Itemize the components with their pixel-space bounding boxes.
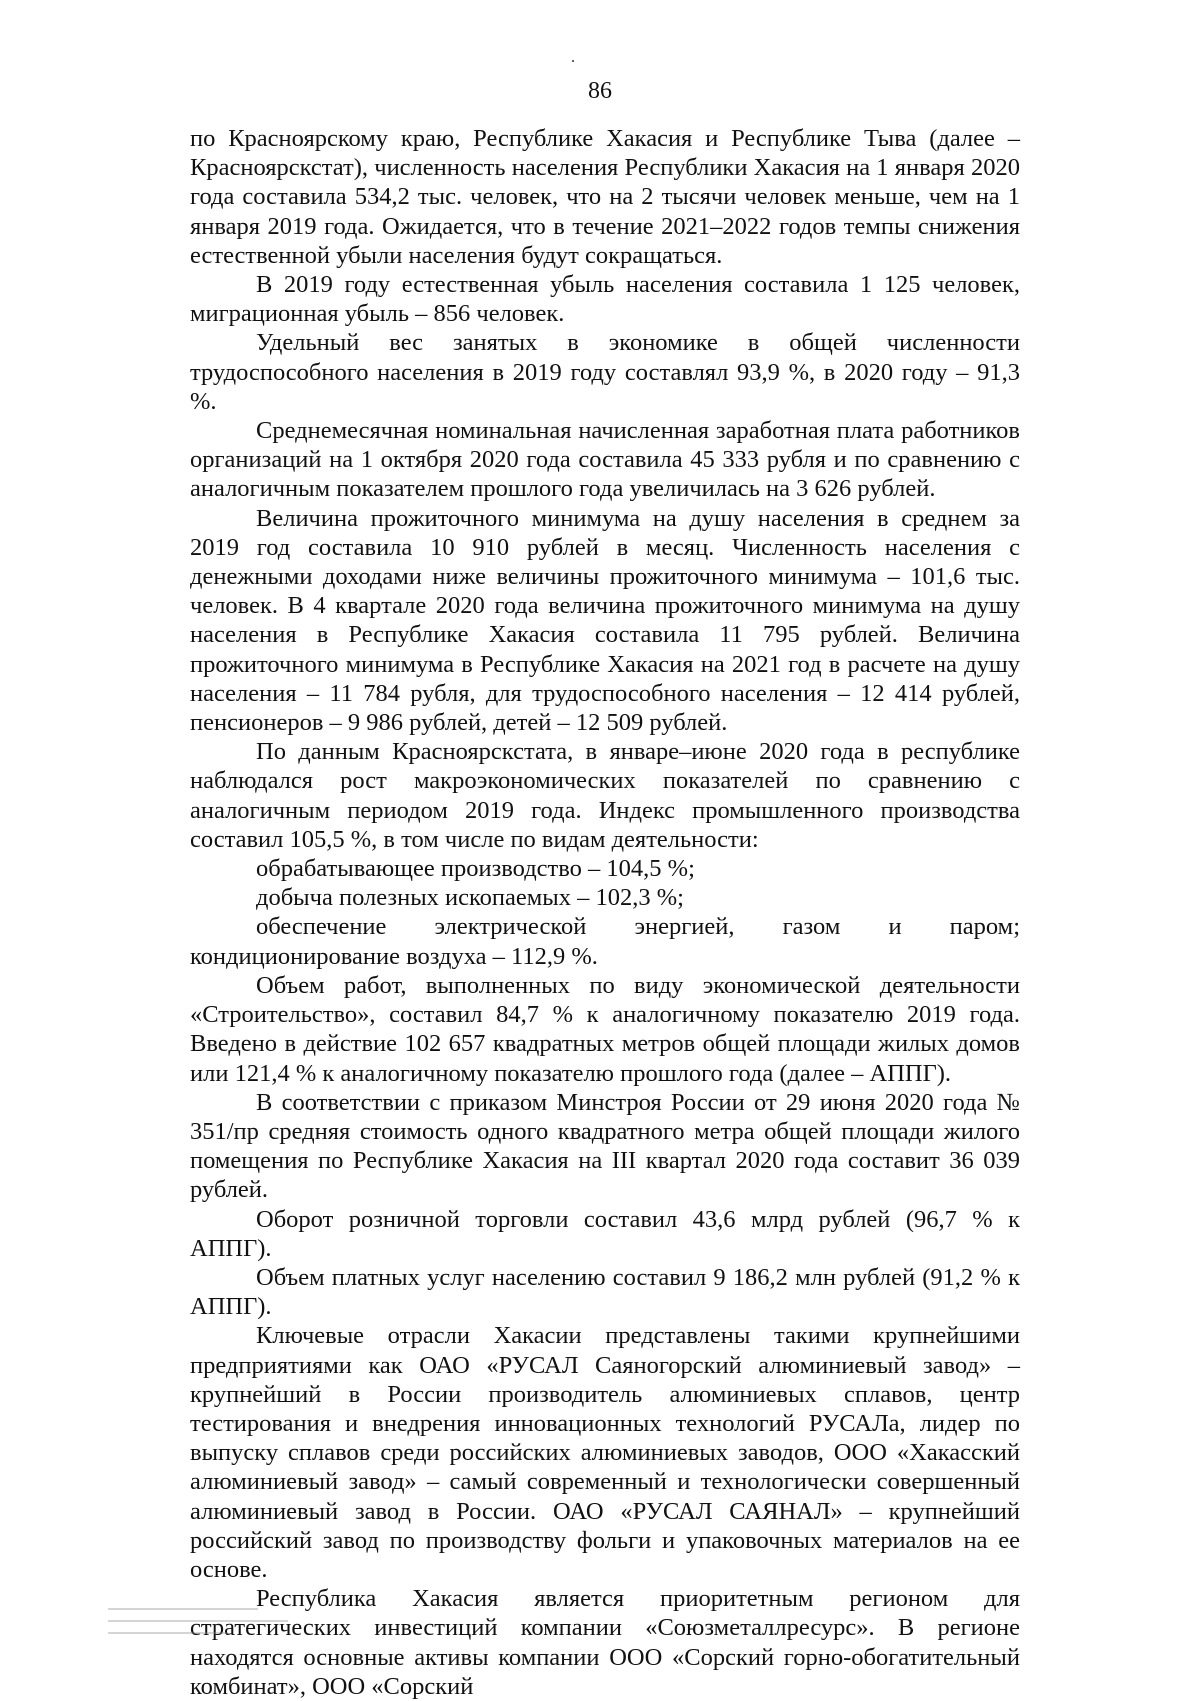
faint-stamp-mark xyxy=(108,1608,308,1668)
scan-speck xyxy=(572,60,574,62)
paragraph-employment-share: Удельный вес занятых в экономике в общей численности трудоспособного населения в 2019 году составлял 93,9 %, в 2020 году – 91,3 %. xyxy=(190,329,1020,415)
list-item-mining: добыча полезных ископаемых – 102,3 %; xyxy=(256,884,684,912)
paragraph-housing-cost: В соответствии с приказом Минстроя России от 29 июня 2020 года № 351/пр средняя стоимость одного квадратного метра общей площади жилого помещения по Республике Хакасия на III квартал 2020 года составит 36 039 рублей. xyxy=(190,1088,1020,1204)
paragraph-continuation: по Красноярскому краю, Республике Хакасия и Республике Тыва (далее – Красноярскстат), численность населения Республики Хакасия на 1 января 2020 года составила 534,2 тыс. человек, что на 2 тысячи человек меньше, чем на 1 января 2019 года. Ожидается, что в течение 2021–2022 годов темпы снижения естественной убыли населения будут сокращаться. xyxy=(190,125,1020,269)
body-text xyxy=(190,124,1020,1701)
paragraph-construction: Объем работ, выполненных по виду экономической деятельности «Строительство», составил 84,7 % к аналогичному показателю 2019 года. Введено в действие 102 657 квадратных метров общей площади жилых домов или 121,4 % к аналогичному показателю прошлого года (далее – АППГ). xyxy=(190,971,1020,1087)
page-number: 86 xyxy=(588,78,612,104)
paragraph-natural-decline: В 2019 году естественная убыль населения составила 1 125 человек, миграционная убыль – 856 человек. xyxy=(190,271,1020,328)
list-item-manufacturing: обрабатывающее производство – 104,5 %; xyxy=(256,855,695,883)
paragraph-macroeconomic-indicators: По данным Красноярскстата, в январе–июне 2020 года в республике наблюдался рост макроэкономических показателей по сравнению с аналогичным периодом 2019 года. Индекс промышленного производства составил 105,5 %, в том числе по видам деятельности: xyxy=(190,738,1020,853)
paragraph-subsistence-minimum: Величина прожиточного минимума на душу населения в среднем за 2019 год составила 10 910 рублей в месяц. Численность населения с денежными доходами ниже величины прожиточного минимума – 101,6 тыс. человек. В 4 квартале 2020 года величина прожиточного минимума на душу населения в Республике Хакасия составила 11 795 рублей. Величина прожиточного минимума в Республике Хакасия на 2021 год в расчете на душу населения – 11 784 рубля, для трудоспособного населения – 12 414 рублей, пенсионеров – 9 986 рублей, детей – 12 509 рублей. xyxy=(190,504,1020,737)
paragraph-retail-turnover: Оборот розничной торговли составил 43,6 млрд рублей (96,7 % к АППГ). xyxy=(190,1205,1020,1262)
list-item-energy-supply: обеспечение электрической энергией, газом и паром; кондиционирование воздуха – 112,9 %. xyxy=(190,913,1020,970)
paragraph-paid-services: Объем платных услуг населению составил 9 186,2 млн рублей (91,2 % к АППГ). xyxy=(190,1263,1020,1321)
paragraph-strategic-investment: Республика Хакасия является приоритетным регионом для стратегических инвестиций компании «Союзметаллресурс». В регионе находятся основные активы компании ООО «Сорский горно-обогатительный комбинат», ООО «Сорский xyxy=(190,1585,1020,1700)
paragraph-key-industries: Ключевые отрасли Хакасии представлены такими крупнейшими предприятиями как ОАО «РУСАЛ Саяногорский алюминиевый завод» – крупнейший в России производитель алюминиевых сплавов, центр тестирования и внедрения инновационных технологий РУСАЛа, лидер по выпуску сплавов среди российских алюминиевых заводов, ООО «Хакасский алюминиевый завод» – самый современный и технологически совершенный алюминиевый завод в России. ОАО «РУСАЛ САЯНАЛ» – крупнейший российский завод по производству фольги и упаковочных материалов на ее основе. xyxy=(190,1322,1020,1583)
paragraph-average-salary: Среднемесячная номинальная начисленная заработная плата работников организаций на 1 октября 2020 года составила 45 333 рубля и по сравнению с аналогичным показателем прошлого года увеличилась на 3 626 рублей. xyxy=(190,417,1020,503)
